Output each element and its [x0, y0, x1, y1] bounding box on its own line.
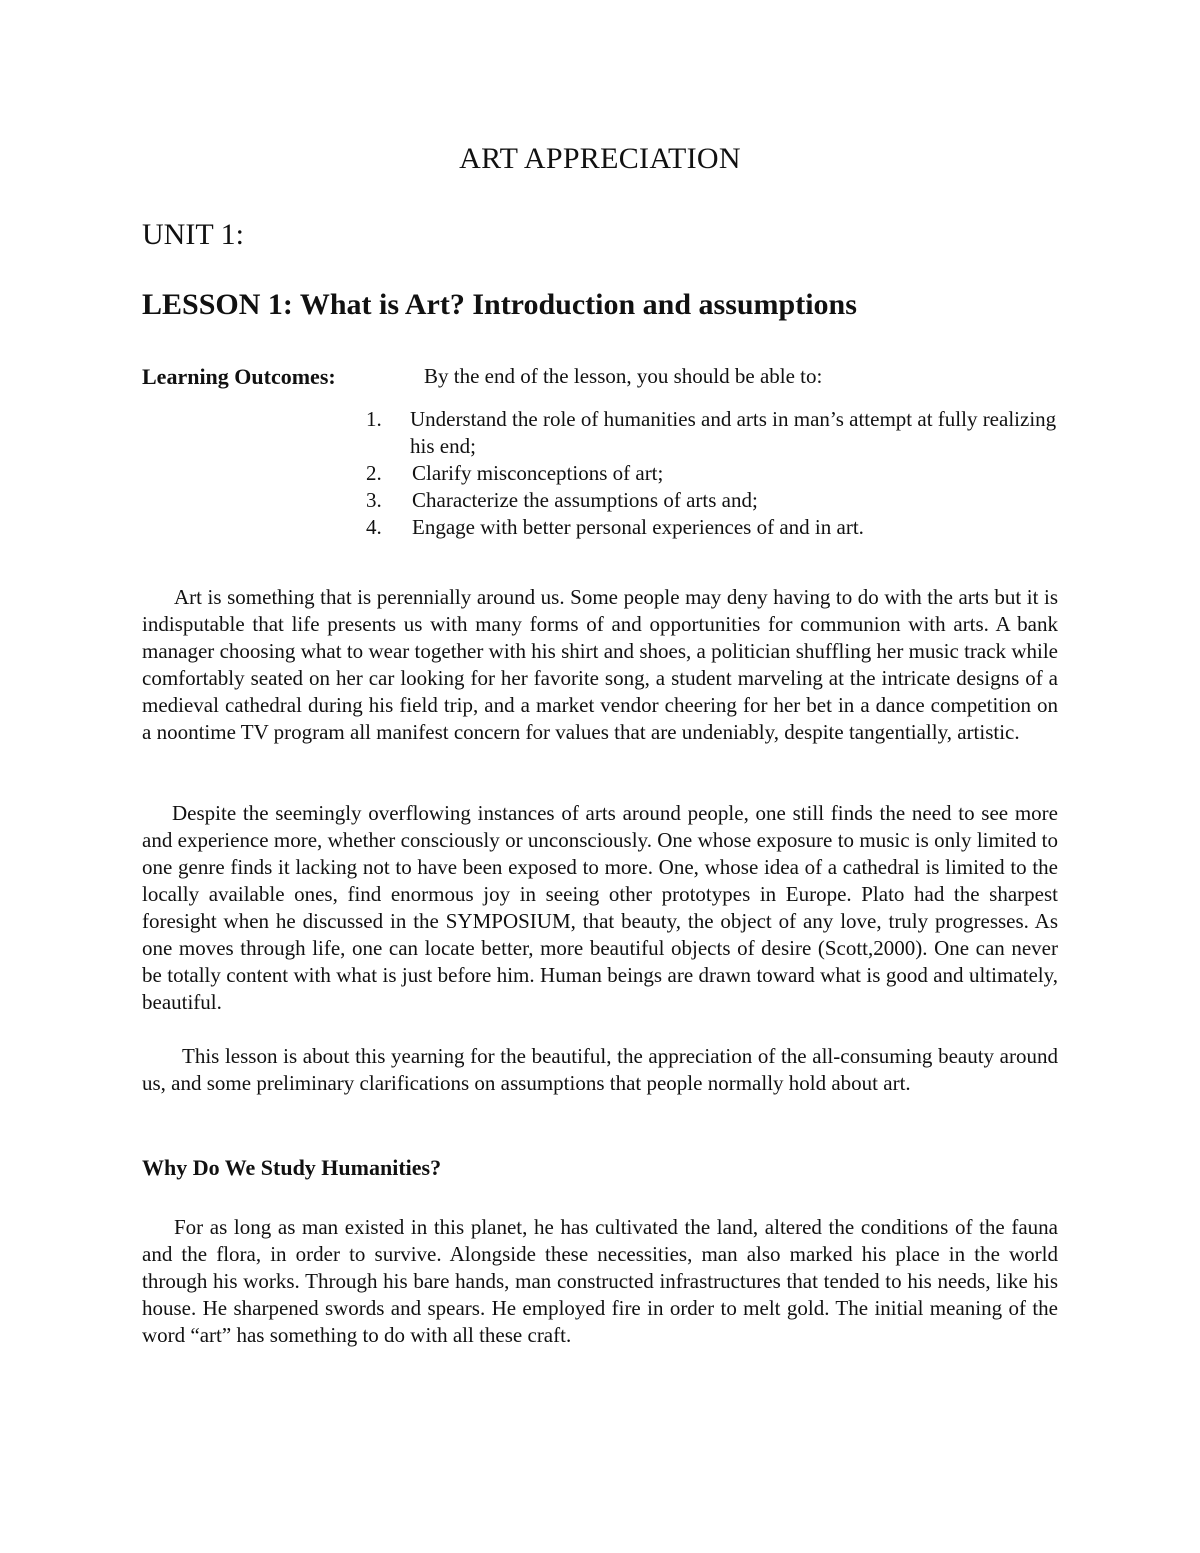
body-paragraph: Art is something that is perennially around us. Some people may deny having to do with the arts but it is indisputable that life presents us with many forms of and opportunities for communion with arts. A bank manager choosing what to wear together with his shirt and shoes, a politician shuffling her music track while comfortably seated on her car looking for her favorite song, a student marveling at the intricate designs of a medieval cathedral during his field trip, and a market vendor cheering for her bet in a dance competition on a noontime TV program all manifest concern for values that are undeniably, despite tangentially, artistic. [142, 585, 1058, 744]
learning-outcomes-label: Learning Outcomes: [142, 364, 336, 389]
list-item-text: Engage with better personal experiences of and in art. [412, 515, 864, 539]
list-item-text: Characterize the assumptions of arts and; [412, 488, 758, 512]
body-paragraph: This lesson is about this yearning for the beautiful, the appreciation of the all-consuming beauty around us, and some preliminary clarifications on assumptions that people normally hold about art. [142, 1044, 1058, 1095]
list-item-number: 2. [366, 461, 382, 485]
list-item-text: Understand the role of humanities and arts in man’s attempt at fully realizing his end; [410, 407, 1057, 458]
list-item-number: 3. [366, 488, 382, 512]
list-item [362, 487, 1062, 514]
list-item [362, 514, 1062, 541]
list-item-number: 1. [366, 407, 382, 431]
list-item [362, 460, 1062, 487]
list-item [362, 406, 1062, 460]
learning-outcomes-list [362, 406, 1062, 541]
body-paragraph: Despite the seemingly overflowing instances of arts around people, one still finds the need to see more and experience more, whether consciously or unconsciously. One whose exposure to music is only limited to one genre finds it lacking not to have been exposed to more. One, whose idea of a cathedral is limited to the locally available ones, find enormous joy in seeing other prototypes in Europe. Plato had the sharpest foresight when he discussed in the SYMPOSIUM, that beauty, the object of any love, truly progresses. As one moves through life, one can locate better, more beautiful objects of desire (Scott,2000). One can never be totally content with what is just before him. Human beings are drawn toward what is good and ultimately, beautiful. [142, 801, 1058, 1014]
section-heading: Why Do We Study Humanities? [142, 1155, 442, 1180]
list-item-text: Clarify misconceptions of art; [412, 461, 664, 485]
section-paragraph: For as long as man existed in this planet, he has cultivated the land, altered the conditions of the fauna and the flora, in order to survive. Alongside these necessities, man also marked his place in the world through his works. Through his bare hands, man constructed infrastructures that tended to his needs, like his house. He sharpened swords and spears. He employed fire in order to melt gold. The initial meaning of the word “art” has something to do with all these craft. [142, 1215, 1058, 1347]
list-item-number: 4. [366, 515, 382, 539]
learning-outcomes-intro: By the end of the lesson, you should be able to: [424, 364, 823, 388]
document-title: ART APPRECIATION [459, 142, 741, 175]
unit-heading: UNIT 1: [142, 218, 244, 251]
lesson-heading: LESSON 1: What is Art? Introduction and assumptions [142, 288, 857, 321]
